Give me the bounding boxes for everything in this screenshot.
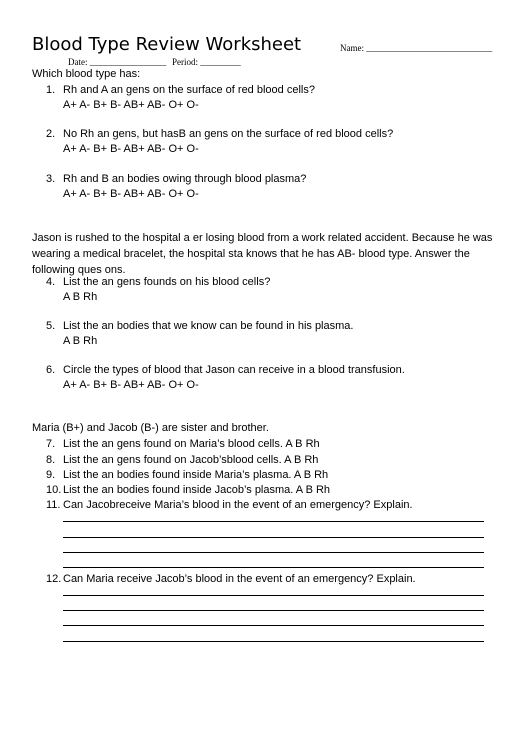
- q4-answer[interactable]: A B Rh: [63, 291, 98, 303]
- q4-number: 4.: [46, 276, 56, 288]
- q11-answer-line-1[interactable]: [63, 521, 484, 522]
- q1-text: Rh and A an gens on the surface of red blood cells?: [63, 84, 315, 96]
- q12-text: Can Maria receive Jacob’s blood in the event of an emergency? Explain.: [63, 573, 416, 585]
- q2-text: No Rh an gens, but hasB an gens on the surface of red blood cells?: [63, 128, 394, 140]
- section1-intro: Which blood type has:: [32, 68, 141, 80]
- q11-answer-line-3[interactable]: [63, 552, 484, 553]
- q3-text: Rh and B an bodies owing through blood plasma?: [63, 173, 307, 185]
- q5-text: List the an bodies that we know can be found in his plasma.: [63, 320, 354, 332]
- q9-text: List the an bodies found inside Maria’s plasma. A B Rh: [63, 469, 329, 481]
- q5-number: 5.: [46, 320, 56, 332]
- q3-number: 3.: [46, 173, 56, 185]
- name-field[interactable]: Name: ____________________________: [340, 43, 493, 53]
- page-title: Blood Type Review Worksheet: [32, 34, 302, 55]
- q9-number: 9.: [46, 469, 56, 481]
- q7-number: 7.: [46, 438, 56, 450]
- q2-options[interactable]: A+ A- B+ B- AB+ AB- O+ O-: [63, 143, 199, 155]
- q6-options[interactable]: A+ A- B+ B- AB+ AB- O+ O-: [63, 379, 199, 391]
- q1-options[interactable]: A+ A- B+ B- AB+ AB- O+ O-: [63, 99, 199, 111]
- q12-answer-line-1[interactable]: [63, 595, 484, 596]
- q1-number: 1.: [46, 84, 56, 96]
- q3-options[interactable]: A+ A- B+ B- AB+ AB- O+ O-: [63, 188, 199, 200]
- q11-text: Can Jacobreceive Maria’s blood in the event of an emergency? Explain.: [63, 499, 413, 511]
- date-field[interactable]: Date: _________________: [68, 57, 167, 67]
- q8-number: 8.: [46, 454, 56, 466]
- q10-text: List the an bodies found inside Jacob’s plasma. A B Rh: [63, 484, 331, 496]
- q4-text: List the an gens founds on his blood cells?: [63, 276, 271, 288]
- q11-number: 11.: [46, 499, 61, 511]
- q12-answer-line-2[interactable]: [63, 610, 484, 611]
- q12-answer-line-4[interactable]: [63, 641, 484, 642]
- q8-text: List the an gens found on Jacob’sblood cells. A B Rh: [63, 454, 319, 466]
- q11-answer-line-4[interactable]: [63, 567, 484, 568]
- q11-answer-line-2[interactable]: [63, 537, 484, 538]
- q6-text: Circle the types of blood that Jason can receive in a blood transfusion.: [63, 364, 405, 376]
- jason-paragraph: Jason is rushed to the hospital a er losing blood from a work related accident. Because he was wearing a medical bracelet, the hospital sta knows that he has AB- blood type. Answer the following ques ons.: [32, 232, 493, 276]
- section3-intro: Maria (B+) and Jacob (B-) are sister and brother.: [32, 422, 269, 434]
- q5-answer[interactable]: A B Rh: [63, 335, 98, 347]
- period-field[interactable]: Period: _________: [172, 57, 241, 67]
- q7-text: List the an gens found on Maria’s blood cells. A B Rh: [63, 438, 320, 450]
- q12-number: 12.: [46, 573, 62, 585]
- q12-answer-line-3[interactable]: [63, 625, 484, 626]
- q6-number: 6.: [46, 364, 56, 376]
- q2-number: 2.: [46, 128, 56, 140]
- q10-number: 10.: [46, 484, 62, 496]
